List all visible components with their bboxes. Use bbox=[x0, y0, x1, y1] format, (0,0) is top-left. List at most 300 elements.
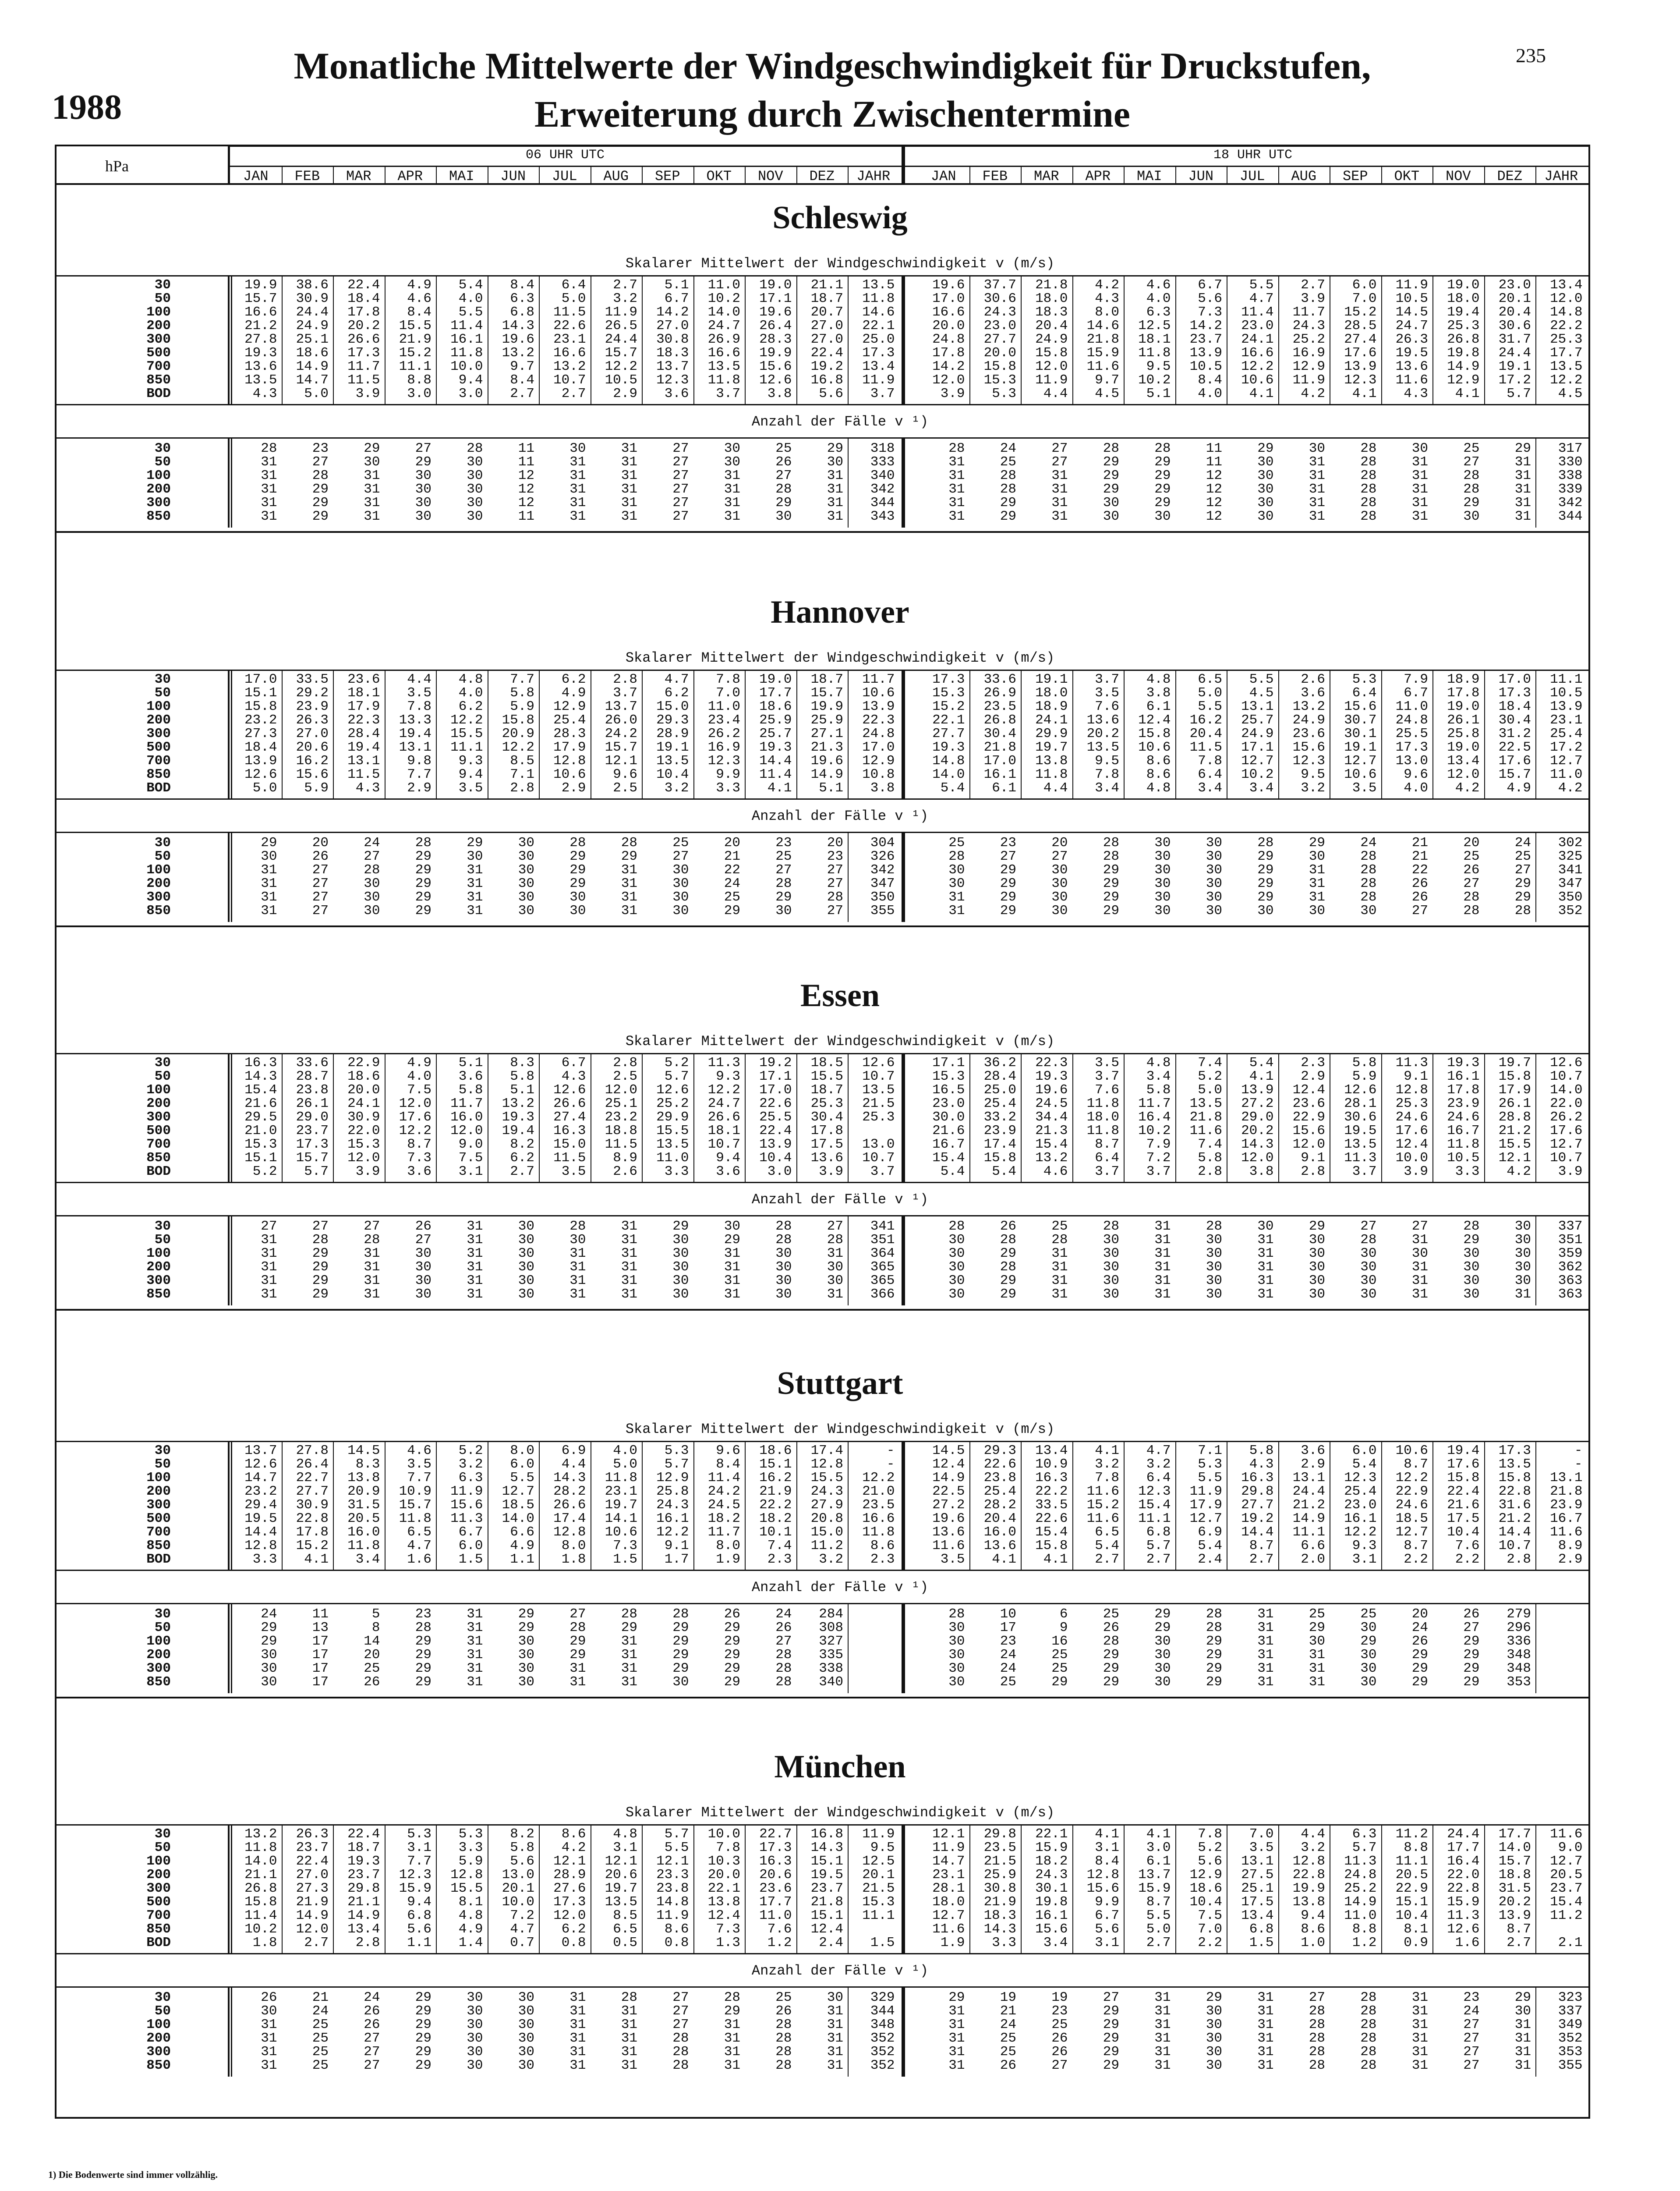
month-divider bbox=[693, 167, 694, 184]
mean-value: 17.8 bbox=[932, 345, 965, 361]
count-value: 29 bbox=[724, 1647, 740, 1663]
mean-value: 7.7 bbox=[510, 672, 534, 687]
count-caption: Anzahl der Fälle v ¹) bbox=[751, 808, 929, 824]
mean-value: 3.7 bbox=[1095, 1069, 1119, 1084]
month-header: MAR bbox=[1033, 168, 1059, 184]
mean-value: 23.9 bbox=[1447, 1096, 1480, 1111]
mean-value: 12.3 bbox=[1292, 753, 1325, 769]
mean-value: 22.3 bbox=[862, 713, 895, 728]
mean-value: 20.1 bbox=[502, 1881, 534, 1896]
count-value: 25 bbox=[1514, 849, 1531, 864]
mean-value: 12.0 bbox=[296, 1922, 329, 1937]
month-header: APR bbox=[397, 168, 423, 184]
mean-table-bottom-rule bbox=[55, 1182, 1590, 1183]
mean-value: 29.8 bbox=[983, 1826, 1016, 1842]
mean-value: 25.1 bbox=[605, 1096, 637, 1111]
mean-value: 7.8 bbox=[1198, 753, 1222, 769]
mean-value: 15.9 bbox=[399, 1881, 431, 1896]
mean-value: 16.6 bbox=[707, 345, 740, 361]
mean-value: 26.4 bbox=[296, 1457, 329, 1472]
mean-value: 30.6 bbox=[1344, 1110, 1377, 1125]
count-value: 31 bbox=[1411, 2044, 1428, 2060]
mean-value: 10.4 bbox=[1395, 1908, 1428, 1923]
mean-value: 28.4 bbox=[983, 1069, 1016, 1084]
count-value: 27 bbox=[1514, 862, 1531, 878]
mean-value: 2.7 bbox=[1249, 1552, 1274, 1567]
mean-value: 14.9 bbox=[810, 767, 843, 782]
mean-value: 16.1 bbox=[983, 767, 1016, 782]
count-value: 30 bbox=[1360, 1259, 1377, 1275]
month-divider bbox=[642, 167, 643, 184]
mean-value: 23.6 bbox=[347, 672, 380, 687]
mean-value: 15.9 bbox=[1447, 1894, 1480, 1910]
count-value: 28 bbox=[1514, 903, 1531, 918]
mean-value: 2.9 bbox=[1558, 1552, 1583, 1567]
mean-value: 15.1 bbox=[759, 1457, 792, 1472]
count-value: 6 bbox=[1059, 1606, 1068, 1622]
mean-value: 24.4 bbox=[1498, 345, 1531, 361]
count-value: 11 bbox=[518, 509, 534, 524]
count-value: 31 bbox=[1514, 2058, 1531, 2073]
count-value: 359 bbox=[1558, 1246, 1583, 1261]
mean-value: 4.7 bbox=[407, 1538, 431, 1553]
mean-value: 25.8 bbox=[656, 1484, 689, 1499]
mean-value: 24.3 bbox=[983, 305, 1016, 320]
count-value: 27 bbox=[312, 876, 329, 891]
mean-value: 4.7 bbox=[510, 1922, 534, 1937]
count-value: 25 bbox=[1000, 1674, 1016, 1690]
count-value: 29 bbox=[415, 2044, 431, 2060]
level-label: 30 bbox=[154, 1219, 171, 1234]
mean-value: 19.9 bbox=[1292, 1881, 1325, 1896]
mean-value: 15.7 bbox=[296, 1150, 329, 1166]
mean-value: 23.1 bbox=[1550, 713, 1583, 728]
count-value: 29 bbox=[621, 849, 637, 864]
mean-value: 17.6 bbox=[1550, 1123, 1583, 1138]
count-value: 30 bbox=[948, 1246, 965, 1261]
mean-value: 22.9 bbox=[1292, 1110, 1325, 1125]
count-value: 31 bbox=[1154, 1232, 1171, 1248]
mean-value: 11.5 bbox=[1189, 740, 1222, 755]
count-value: 30 bbox=[518, 1259, 534, 1275]
count-value: 31 bbox=[261, 2058, 277, 2073]
mean-value: 18.5 bbox=[502, 1497, 534, 1513]
count-value: 340 bbox=[819, 1674, 843, 1690]
count-value: 30 bbox=[1360, 1620, 1377, 1635]
count-value: 26 bbox=[364, 2017, 380, 2032]
mean-value: 5.8 bbox=[510, 685, 534, 701]
count-value: 31 bbox=[621, 2058, 637, 2073]
count-value: 24 bbox=[364, 835, 380, 851]
mean-value: 15.7 bbox=[1498, 767, 1531, 782]
station-name: Schleswig bbox=[772, 200, 908, 236]
mean-value: 3.3 bbox=[716, 780, 740, 796]
mean-value: 1.7 bbox=[664, 1552, 689, 1567]
count-value: 30 bbox=[775, 1246, 792, 1261]
mean-value: 19.5 bbox=[810, 1867, 843, 1883]
mean-value: 23.0 bbox=[983, 318, 1016, 333]
month-header: FEB bbox=[294, 168, 320, 184]
count-value: 31 bbox=[948, 2031, 965, 2046]
mean-value: 13.7 bbox=[1138, 1867, 1171, 1883]
mean-value: 17.7 bbox=[759, 685, 792, 701]
mean-value: 16.1 bbox=[450, 332, 483, 347]
count-value: 31 bbox=[1514, 509, 1531, 524]
mean-value: 2.4 bbox=[1198, 1552, 1222, 1567]
mean-value: 24.4 bbox=[605, 332, 637, 347]
mean-value: 21.2 bbox=[1498, 1511, 1531, 1526]
count-value: 30 bbox=[261, 1647, 277, 1663]
mean-value: 17.4 bbox=[983, 1137, 1016, 1152]
count-value: 31 bbox=[1051, 1246, 1068, 1261]
count-value: 30 bbox=[827, 454, 843, 470]
mean-value: 30.9 bbox=[347, 1110, 380, 1125]
level-label: 500 bbox=[146, 345, 171, 361]
count-value: 342 bbox=[1558, 495, 1583, 511]
mean-value: 5.1 bbox=[458, 1055, 483, 1071]
count-value: 27 bbox=[1463, 2044, 1480, 2060]
mean-value: 25.0 bbox=[983, 1082, 1016, 1098]
mean-value: 4.7 bbox=[1249, 291, 1274, 306]
count-value: 31 bbox=[467, 1634, 483, 1649]
mean-value: 13.2 bbox=[502, 345, 534, 361]
mean-value: 37.7 bbox=[983, 277, 1016, 293]
count-value: 24 bbox=[1360, 835, 1377, 851]
mean-value: 3.0 bbox=[1146, 1840, 1171, 1855]
mean-value: 18.4 bbox=[244, 740, 277, 755]
mean-value: 18.7 bbox=[810, 291, 843, 306]
count-value: 26 bbox=[1411, 876, 1428, 891]
month-header: JAHR bbox=[1544, 168, 1578, 184]
mean-value: 13.2 bbox=[553, 359, 586, 374]
mean-value: 2.7 bbox=[1507, 1935, 1531, 1950]
count-value: 28 bbox=[1360, 2017, 1377, 2032]
count-value: 29 bbox=[312, 509, 329, 524]
mean-value: 13.6 bbox=[983, 1538, 1016, 1553]
count-value: 31 bbox=[1411, 1287, 1428, 1302]
count-value: 30 bbox=[467, 495, 483, 511]
mean-value: 14.9 bbox=[347, 1908, 380, 1923]
count-value: 31 bbox=[621, 1661, 637, 1676]
mean-value: 12.0 bbox=[1447, 767, 1480, 782]
count-value: 30 bbox=[415, 495, 431, 511]
mean-value: 5.0 bbox=[613, 1457, 637, 1472]
mean-value: 15.9 bbox=[1138, 1881, 1171, 1896]
count-value: 29 bbox=[1154, 1620, 1171, 1635]
mean-value: 17.0 bbox=[244, 672, 277, 687]
count-value: 28 bbox=[1000, 482, 1016, 497]
mean-value: 6.2 bbox=[664, 685, 689, 701]
month-header: OKT bbox=[1394, 168, 1420, 184]
count-value: 27 bbox=[364, 2044, 380, 2060]
mean-value: 11.9 bbox=[1035, 372, 1068, 388]
mean-value: 3.0 bbox=[407, 386, 431, 401]
mean-value: 7.0 bbox=[716, 685, 740, 701]
count-value: 341 bbox=[1558, 862, 1583, 878]
mean-value: 12.6 bbox=[244, 1457, 277, 1472]
mean-table-bottom-rule bbox=[55, 404, 1590, 405]
mean-value: 22.8 bbox=[1447, 1881, 1480, 1896]
count-value: 27 bbox=[1309, 1990, 1325, 2005]
mean-value: 4.9 bbox=[407, 1055, 431, 1071]
mean-value: 27.2 bbox=[1241, 1096, 1274, 1111]
month-header: AUG bbox=[1291, 168, 1317, 184]
mean-value: 7.8 bbox=[1095, 1470, 1119, 1485]
count-value: 30 bbox=[948, 1634, 965, 1649]
count-value: 27 bbox=[1463, 2017, 1480, 2032]
count-value: 30 bbox=[518, 1674, 534, 1690]
mean-value: 13.9 bbox=[862, 699, 895, 714]
count-value: 31 bbox=[621, 468, 637, 483]
level-label: 30 bbox=[154, 835, 171, 851]
count-value: 28 bbox=[312, 468, 329, 483]
mean-value: 14.9 bbox=[296, 359, 329, 374]
mean-value: 3.2 bbox=[664, 780, 689, 796]
count-value: 30 bbox=[518, 2003, 534, 2019]
count-value: 31 bbox=[467, 1620, 483, 1635]
mean-value: 3.7 bbox=[1095, 1164, 1119, 1179]
mean-value: 4.3 bbox=[1095, 291, 1119, 306]
count-value: 31 bbox=[724, 509, 740, 524]
mean-value: 3.5 bbox=[1352, 780, 1377, 796]
mean-value: 13.2 bbox=[1035, 1150, 1068, 1166]
mean-value: 12.7 bbox=[1395, 1524, 1428, 1540]
mean-value: 8.7 bbox=[407, 1137, 431, 1152]
count-value: 30 bbox=[518, 2031, 534, 2046]
mean-value: 2.7 bbox=[510, 1164, 534, 1179]
count-caption: Anzahl der Fälle v ¹) bbox=[751, 1963, 929, 1979]
mean-value: 11.9 bbox=[656, 1908, 689, 1923]
mean-value: 25.0 bbox=[862, 332, 895, 347]
mean-value: 4.4 bbox=[561, 1457, 586, 1472]
count-value: 31 bbox=[621, 1219, 637, 1234]
mean-value: 12.0 bbox=[1292, 1137, 1325, 1152]
count-value: 28 bbox=[1360, 2031, 1377, 2046]
level-label: 300 bbox=[146, 1273, 171, 1288]
mean-value: 13.2 bbox=[502, 1096, 534, 1111]
level-label: 30 bbox=[154, 1990, 171, 2005]
mean-value: 14.3 bbox=[1241, 1137, 1274, 1152]
mean-value: 3.2 bbox=[819, 1552, 843, 1567]
count-value: 30 bbox=[1206, 1246, 1222, 1261]
mean-value: 20.7 bbox=[810, 305, 843, 320]
mean-value: 16.9 bbox=[1292, 345, 1325, 361]
level-label: 500 bbox=[146, 1894, 171, 1910]
count-value: 30 bbox=[1257, 903, 1274, 918]
mean-value: 18.0 bbox=[1035, 291, 1068, 306]
mean-value: 12.2 bbox=[450, 713, 483, 728]
mean-value: 23.5 bbox=[983, 699, 1016, 714]
mean-value: 2.9 bbox=[407, 780, 431, 796]
count-value: 30 bbox=[518, 1246, 534, 1261]
mean-value: 17.3 bbox=[296, 1137, 329, 1152]
count-value: 30 bbox=[1411, 441, 1428, 456]
mean-value: 26.3 bbox=[296, 1826, 329, 1842]
mean-value: 25.3 bbox=[810, 1096, 843, 1111]
mean-value: 8.0 bbox=[561, 1538, 586, 1553]
mean-utc-divider bbox=[902, 1824, 905, 1954]
level-label: 850 bbox=[146, 509, 171, 524]
mean-value: 2.9 bbox=[1301, 1457, 1325, 1472]
mean-value: 6.4 bbox=[1146, 1470, 1171, 1485]
count-value: 30 bbox=[724, 454, 740, 470]
mean-value: 26.9 bbox=[983, 685, 1016, 701]
mean-value: 8.4 bbox=[1095, 1854, 1119, 1869]
count-value: 31 bbox=[1309, 482, 1325, 497]
count-value: 337 bbox=[1558, 1219, 1583, 1234]
count-value: 31 bbox=[364, 1287, 380, 1302]
mean-value: 24.1 bbox=[1241, 332, 1274, 347]
mean-value: 0.8 bbox=[561, 1935, 586, 1950]
mean-value: 3.2 bbox=[1146, 1457, 1171, 1472]
mean-value: 24.6 bbox=[1447, 1110, 1480, 1125]
mean-value: 18.1 bbox=[347, 685, 380, 701]
mean-value: 5.3 bbox=[992, 386, 1016, 401]
mean-value: 22.3 bbox=[1035, 1055, 1068, 1071]
mean-value: 33.5 bbox=[1035, 1497, 1068, 1513]
count-value: 10 bbox=[1000, 1606, 1016, 1622]
month-divider bbox=[1175, 167, 1176, 184]
mean-value: 9.5 bbox=[1146, 359, 1171, 374]
mean-value: 12.1 bbox=[656, 1854, 689, 1869]
count-value: 31 bbox=[261, 468, 277, 483]
mean-value: 13.5 bbox=[1344, 1137, 1377, 1152]
mean-value: 25.2 bbox=[1344, 1881, 1377, 1896]
mean-value: 9.4 bbox=[407, 1894, 431, 1910]
count-value: 28 bbox=[1360, 2058, 1377, 2073]
count-value: 31 bbox=[467, 1674, 483, 1690]
mean-value: 18.5 bbox=[810, 1055, 843, 1071]
mean-value: 14.7 bbox=[296, 372, 329, 388]
mean-value: 11.6 bbox=[932, 1922, 965, 1937]
mean-value: 16.9 bbox=[707, 740, 740, 755]
mean-value: 20.6 bbox=[605, 1867, 637, 1883]
mean-value: 13.9 bbox=[1189, 345, 1222, 361]
count-value: 364 bbox=[870, 1246, 895, 1261]
mean-value: 15.4 bbox=[932, 1150, 965, 1166]
month-divider bbox=[1535, 167, 1536, 184]
mean-value: 13.1 bbox=[1241, 1854, 1274, 1869]
mean-value: 11.3 bbox=[1447, 1908, 1480, 1923]
mean-value: 12.4 bbox=[810, 1922, 843, 1937]
mean-value: 24.3 bbox=[656, 1497, 689, 1513]
mean-value: 15.5 bbox=[450, 1881, 483, 1896]
count-value: 29 bbox=[312, 1246, 329, 1261]
mean-value: 4.8 bbox=[458, 1908, 483, 1923]
mean-value: 20.9 bbox=[347, 1484, 380, 1499]
mean-value: 6.4 bbox=[1095, 1150, 1119, 1166]
count-value: 31 bbox=[261, 862, 277, 878]
count-value: 28 bbox=[1463, 890, 1480, 905]
mean-value: 23.5 bbox=[983, 1840, 1016, 1855]
mean-table-top-rule bbox=[55, 1824, 1590, 1826]
count-value: 31 bbox=[1309, 1647, 1325, 1663]
count-value: 30 bbox=[775, 903, 792, 918]
mean-value: 1.5 bbox=[458, 1552, 483, 1567]
count-value: 30 bbox=[518, 1232, 534, 1248]
mean-value: 8.7 bbox=[1095, 1137, 1119, 1152]
mean-value: 25.3 bbox=[862, 1110, 895, 1125]
level-label: 50 bbox=[154, 685, 171, 701]
count-value: 31 bbox=[1309, 509, 1325, 524]
mean-value: 10.6 bbox=[862, 685, 895, 701]
count-value: 30 bbox=[518, 1273, 534, 1288]
mean-value: 4.4 bbox=[1301, 1826, 1325, 1842]
mean-value: 9.0 bbox=[1558, 1840, 1583, 1855]
mean-value: 27.1 bbox=[810, 726, 843, 741]
month-header: JAHR bbox=[856, 168, 891, 184]
mean-value: 2.9 bbox=[613, 386, 637, 401]
mean-value: 12.6 bbox=[1447, 1922, 1480, 1937]
mean-value: 30.0 bbox=[932, 1110, 965, 1125]
mean-value: 18.2 bbox=[707, 1511, 740, 1526]
mean-value: 24.9 bbox=[296, 318, 329, 333]
mean-value: 4.1 bbox=[767, 780, 792, 796]
mean-value: 16.6 bbox=[244, 305, 277, 320]
mean-value: 17.8 bbox=[347, 305, 380, 320]
mean-value: 15.8 bbox=[1138, 726, 1171, 741]
count-value: 338 bbox=[1558, 468, 1583, 483]
count-value: 20 bbox=[364, 1647, 380, 1663]
mean-value: 9.9 bbox=[716, 767, 740, 782]
mean-value: 3.4 bbox=[1095, 780, 1119, 796]
count-value: 27 bbox=[1051, 2058, 1068, 2073]
mean-value: 5.2 bbox=[1198, 1069, 1222, 1084]
mean-value: 12.9 bbox=[1447, 372, 1480, 388]
mean-value: 21.6 bbox=[932, 1123, 965, 1138]
mean-table-bottom-rule bbox=[55, 1953, 1590, 1954]
count-value: 31 bbox=[1257, 1232, 1274, 1248]
mean-value: 19.2 bbox=[1241, 1511, 1274, 1526]
count-value: 30 bbox=[1051, 862, 1068, 878]
mean-value: 16.2 bbox=[1189, 713, 1222, 728]
mean-value: 7.4 bbox=[1198, 1055, 1222, 1071]
mean-value: 21.1 bbox=[244, 1867, 277, 1883]
count-value: 31 bbox=[724, 1287, 740, 1302]
mean-value: 4.5 bbox=[1095, 386, 1119, 401]
mean-value: 3.2 bbox=[1301, 780, 1325, 796]
count-value: 28 bbox=[672, 1606, 689, 1622]
count-value: 28 bbox=[948, 441, 965, 456]
mean-value: 13.1 bbox=[1292, 1470, 1325, 1485]
mean-value: 8.9 bbox=[1558, 1538, 1583, 1553]
mean-value: 7.6 bbox=[767, 1922, 792, 1937]
mean-value: 14.5 bbox=[932, 1443, 965, 1458]
mean-value: 4.3 bbox=[252, 386, 277, 401]
mean-value: 18.7 bbox=[810, 1082, 843, 1098]
count-value: 27 bbox=[1051, 849, 1068, 864]
mean-value: 5.5 bbox=[1249, 277, 1274, 293]
count-value: 27 bbox=[672, 2017, 689, 2032]
count-value: 12 bbox=[518, 468, 534, 483]
mean-hpa-divider bbox=[228, 1824, 230, 1954]
mean-value: 2.2 bbox=[1198, 1935, 1222, 1950]
count-value: 31 bbox=[621, 1647, 637, 1663]
mean-value: 13.9 bbox=[1344, 359, 1377, 374]
mean-value: 9.5 bbox=[1301, 767, 1325, 782]
mean-value: 19.7 bbox=[1498, 1055, 1531, 1071]
mean-value: 7.3 bbox=[1198, 305, 1222, 320]
count-value: 29 bbox=[1000, 509, 1016, 524]
count-value: 29 bbox=[261, 835, 277, 851]
count-value: 31 bbox=[569, 1246, 586, 1261]
count-value: 362 bbox=[1558, 1259, 1583, 1275]
count-value: 31 bbox=[827, 2031, 843, 2046]
mean-value: 22.1 bbox=[1035, 1826, 1068, 1842]
mean-value: 22.6 bbox=[1035, 1511, 1068, 1526]
count-utc-divider bbox=[902, 1603, 905, 1693]
mean-value: 19.4 bbox=[347, 740, 380, 755]
